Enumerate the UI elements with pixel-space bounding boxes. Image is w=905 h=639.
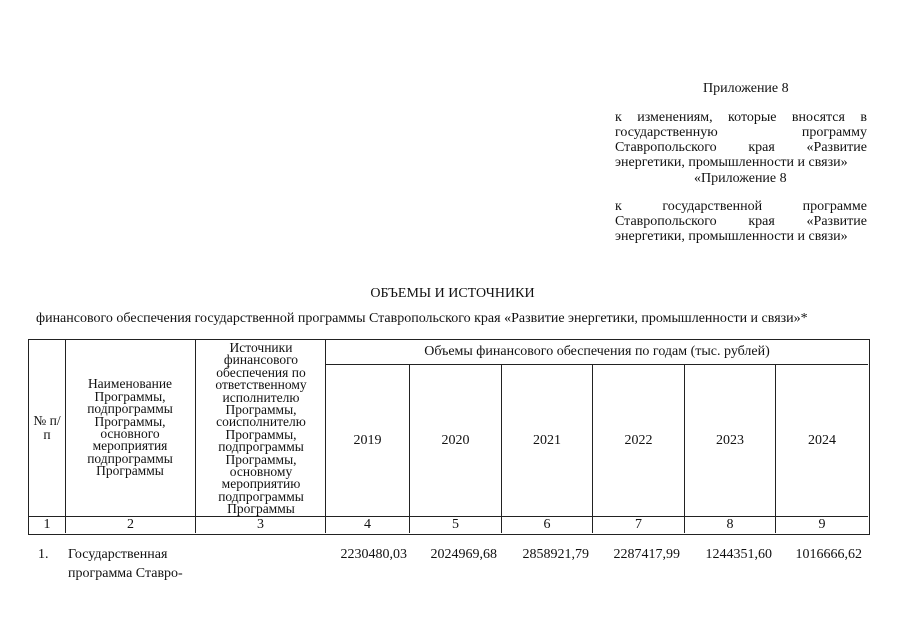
header-year-2022: 2022	[624, 432, 653, 448]
row-value-2023: 1244351,60	[705, 547, 772, 562]
document-subtitle: финансового обеспечения государственной программы Ставропольского края «Развитие энергетики, промышленности и связи»*	[36, 311, 808, 326]
appendix-note-2: к государственной программе Ставропольского края «Развитие энергетики, промышленности и связи»	[615, 199, 867, 244]
header-col-name: Наименование Программы, подпрограммы Программы, основного мероприятия подпрограммы Программы	[87, 376, 173, 479]
header-col-sources: Источники финансового обеспечения по ответственному исполнителю Программы, соисполнителю Программы, подпрограммы Программы, основному мероприятию подпрограммы Программы	[215, 340, 307, 517]
header-year-2020: 2020	[441, 432, 470, 448]
row-name: Государственная программа Ставро-	[68, 547, 183, 581]
col-number-8: 8	[726, 517, 734, 532]
col-number-3: 3	[257, 517, 264, 532]
col-number-2: 2	[127, 517, 134, 532]
table-grid-line	[195, 340, 196, 533]
row-value-2019: 2230480,03	[340, 547, 407, 562]
row-value-2021: 2858921,79	[522, 547, 589, 562]
row-value-2020: 2024969,68	[430, 547, 497, 562]
header-group-volumes: Объемы финансового обеспечения по годам (тыс. рублей)	[424, 344, 770, 359]
header-year-2024: 2024	[808, 432, 836, 448]
header-year-2019: 2019	[353, 432, 382, 448]
col-number-4: 4	[364, 517, 371, 532]
header-year-2023: 2023	[716, 432, 744, 448]
row-number: 1.	[38, 547, 49, 562]
col-number-7: 7	[635, 517, 642, 532]
col-number-5: 5	[452, 517, 459, 532]
header-col-number: № п/п	[33, 413, 61, 442]
appendix-label: Приложение 8	[703, 81, 789, 96]
row-value-2024: 1016666,62	[795, 547, 862, 562]
appendix-label-2: «Приложение 8	[694, 171, 787, 186]
row-value-2022: 2287417,99	[613, 547, 680, 562]
document-title: ОБЪЕМЫ И ИСТОЧНИКИ	[370, 286, 535, 301]
table-grid-line	[65, 340, 66, 533]
col-number-1: 1	[43, 517, 51, 532]
col-number-6: 6	[543, 517, 551, 532]
financing-table	[28, 339, 870, 535]
appendix-note: к изменениям, которые вносятся в государственную программу Ставропольского края «Развитие энергетики, промышленности и связи»	[615, 110, 867, 170]
col-number-9: 9	[818, 517, 826, 532]
header-year-2021: 2021	[533, 432, 561, 448]
